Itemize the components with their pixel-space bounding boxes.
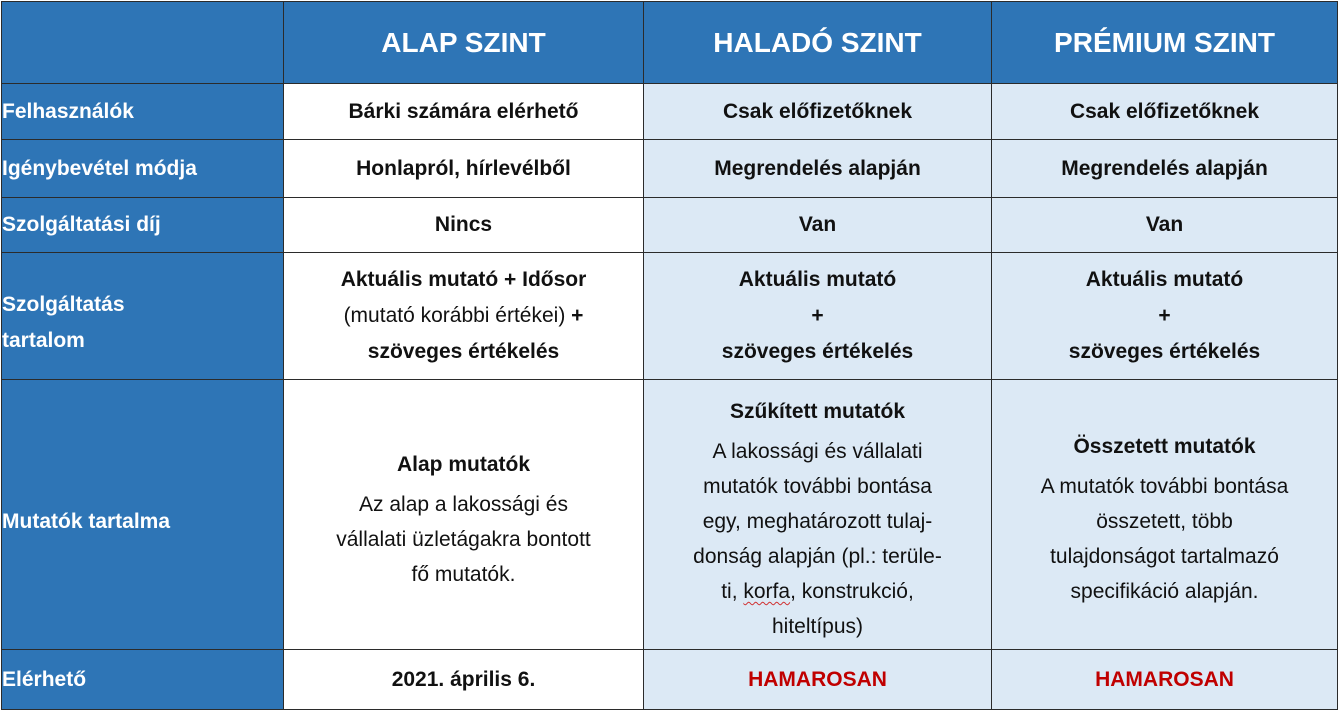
row-label-elerheto: Elérhető [2,650,284,710]
cell-alap-mutatok [284,380,644,650]
cell-alap-igenybevetel: Honlapról, hírlevélből [284,140,644,198]
row-label-tartalom-line1: Szolgáltatás [2,293,125,316]
row-label-mutatok: Mutatók tartalma [2,380,284,650]
halado-tartalom-line1: Aktuális mutató [738,268,897,291]
cell-alap-dij: Nincs [284,198,644,253]
halado-line5-pre: ti, [721,580,744,603]
row-label-igenybevetel: Igénybevétel módja [2,140,284,198]
halado-mutatok-desc-line: A lakossági és vállalati [712,440,923,463]
premium-mutatok-desc-line: A mutatók további bontása [1040,475,1289,498]
cell-halado-dij: Van [644,198,992,253]
cell-premium-dij: Van [992,198,1338,253]
premium-mutatok-desc-line: összetett, több [1096,510,1233,533]
premium-tartalom-line2: + [1158,304,1171,327]
alap-tartalom-line2-text: (mutató korábbi értékei) [343,304,566,327]
premium-mutatok-desc-line: tulajdonságot tartalmazó [1050,545,1279,568]
cell-premium-felhasznalok: Csak előfizetőknek [992,84,1338,140]
row-label-tartalom [2,253,284,380]
alap-mutatok-desc-line: fő mutatók. [411,562,516,586]
cell-halado-tartalom [644,253,992,380]
header-halado-szint: HALADÓ SZINT [644,2,992,84]
premium-mutatok-desc-line: specifikáció alapján. [1070,580,1259,603]
cell-premium-tartalom [992,253,1338,380]
cell-halado-igenybevetel: Megrendelés alapján [644,140,992,198]
cell-alap-elerheto: 2021. április 6. [284,650,644,710]
row-mutatok [2,380,1338,650]
row-label-tartalom-line2: tartalom [2,329,85,352]
premium-availability-badge: HAMAROSAN [1095,667,1234,691]
halado-mutatok-title: Szűkített mutatók [729,400,905,423]
cell-halado-mutatok [644,380,992,650]
alap-tartalom-line2 [284,298,643,334]
cell-premium-mutatok [992,380,1338,650]
cell-halado-felhasznalok: Csak előfizetőknek [644,84,992,140]
alap-tartalom-line2-plus: + [565,304,584,327]
header-corner [2,2,284,84]
row-dij [2,198,1338,253]
halado-mutatok-desc-line: hiteltípus) [771,615,864,638]
halado-line5-post: , konstrukció, [790,580,914,603]
row-felhasznalok [2,84,1338,140]
alap-mutatok-title: Alap mutatók [396,452,530,476]
alap-tartalom-line1: Aktuális mutató + Idősor [340,268,587,291]
halado-mutatok-desc-line: egy, meghatározott tulaj- [702,510,933,533]
row-igenybevetel [2,140,1338,198]
header-alap-szint: ALAP SZINT [284,2,644,84]
service-levels-table [1,1,1338,710]
cell-alap-tartalom [284,253,644,380]
header-premium-szint: PRÉMIUM SZINT [992,2,1338,84]
halado-mutatok-desc-line: mutatók további bontása [703,475,932,498]
premium-tartalom-line1: Aktuális mutató [1085,268,1244,291]
cell-premium-igenybevetel: Megrendelés alapján [992,140,1338,198]
premium-tartalom-line3: szöveges értékelés [1068,340,1261,363]
header-row [2,2,1338,84]
halado-mutatok-desc-line [644,574,991,609]
row-tartalom [2,253,1338,380]
row-label-felhasznalok: Felhasználók [2,84,284,140]
cell-alap-felhasznalok: Bárki számára elérhető [284,84,644,140]
row-label-dij: Szolgáltatási díj [2,198,284,253]
alap-mutatok-desc-line: Az alap a lakossági és [359,492,568,516]
premium-mutatok-title: Összetett mutatók [1073,435,1256,458]
halado-tartalom-line2: + [811,304,824,327]
alap-mutatok-desc-line: vállalati üzletágakra bontott [336,527,591,551]
halado-mutatok-desc-line: donság alapján (pl.: terüle- [693,545,942,568]
alap-tartalom-line3: szöveges értékelés [367,340,560,363]
spellcheck-flagged-word: korfa [743,580,791,603]
halado-availability-badge: HAMAROSAN [748,667,887,691]
halado-tartalom-line3: szöveges értékelés [721,340,914,363]
